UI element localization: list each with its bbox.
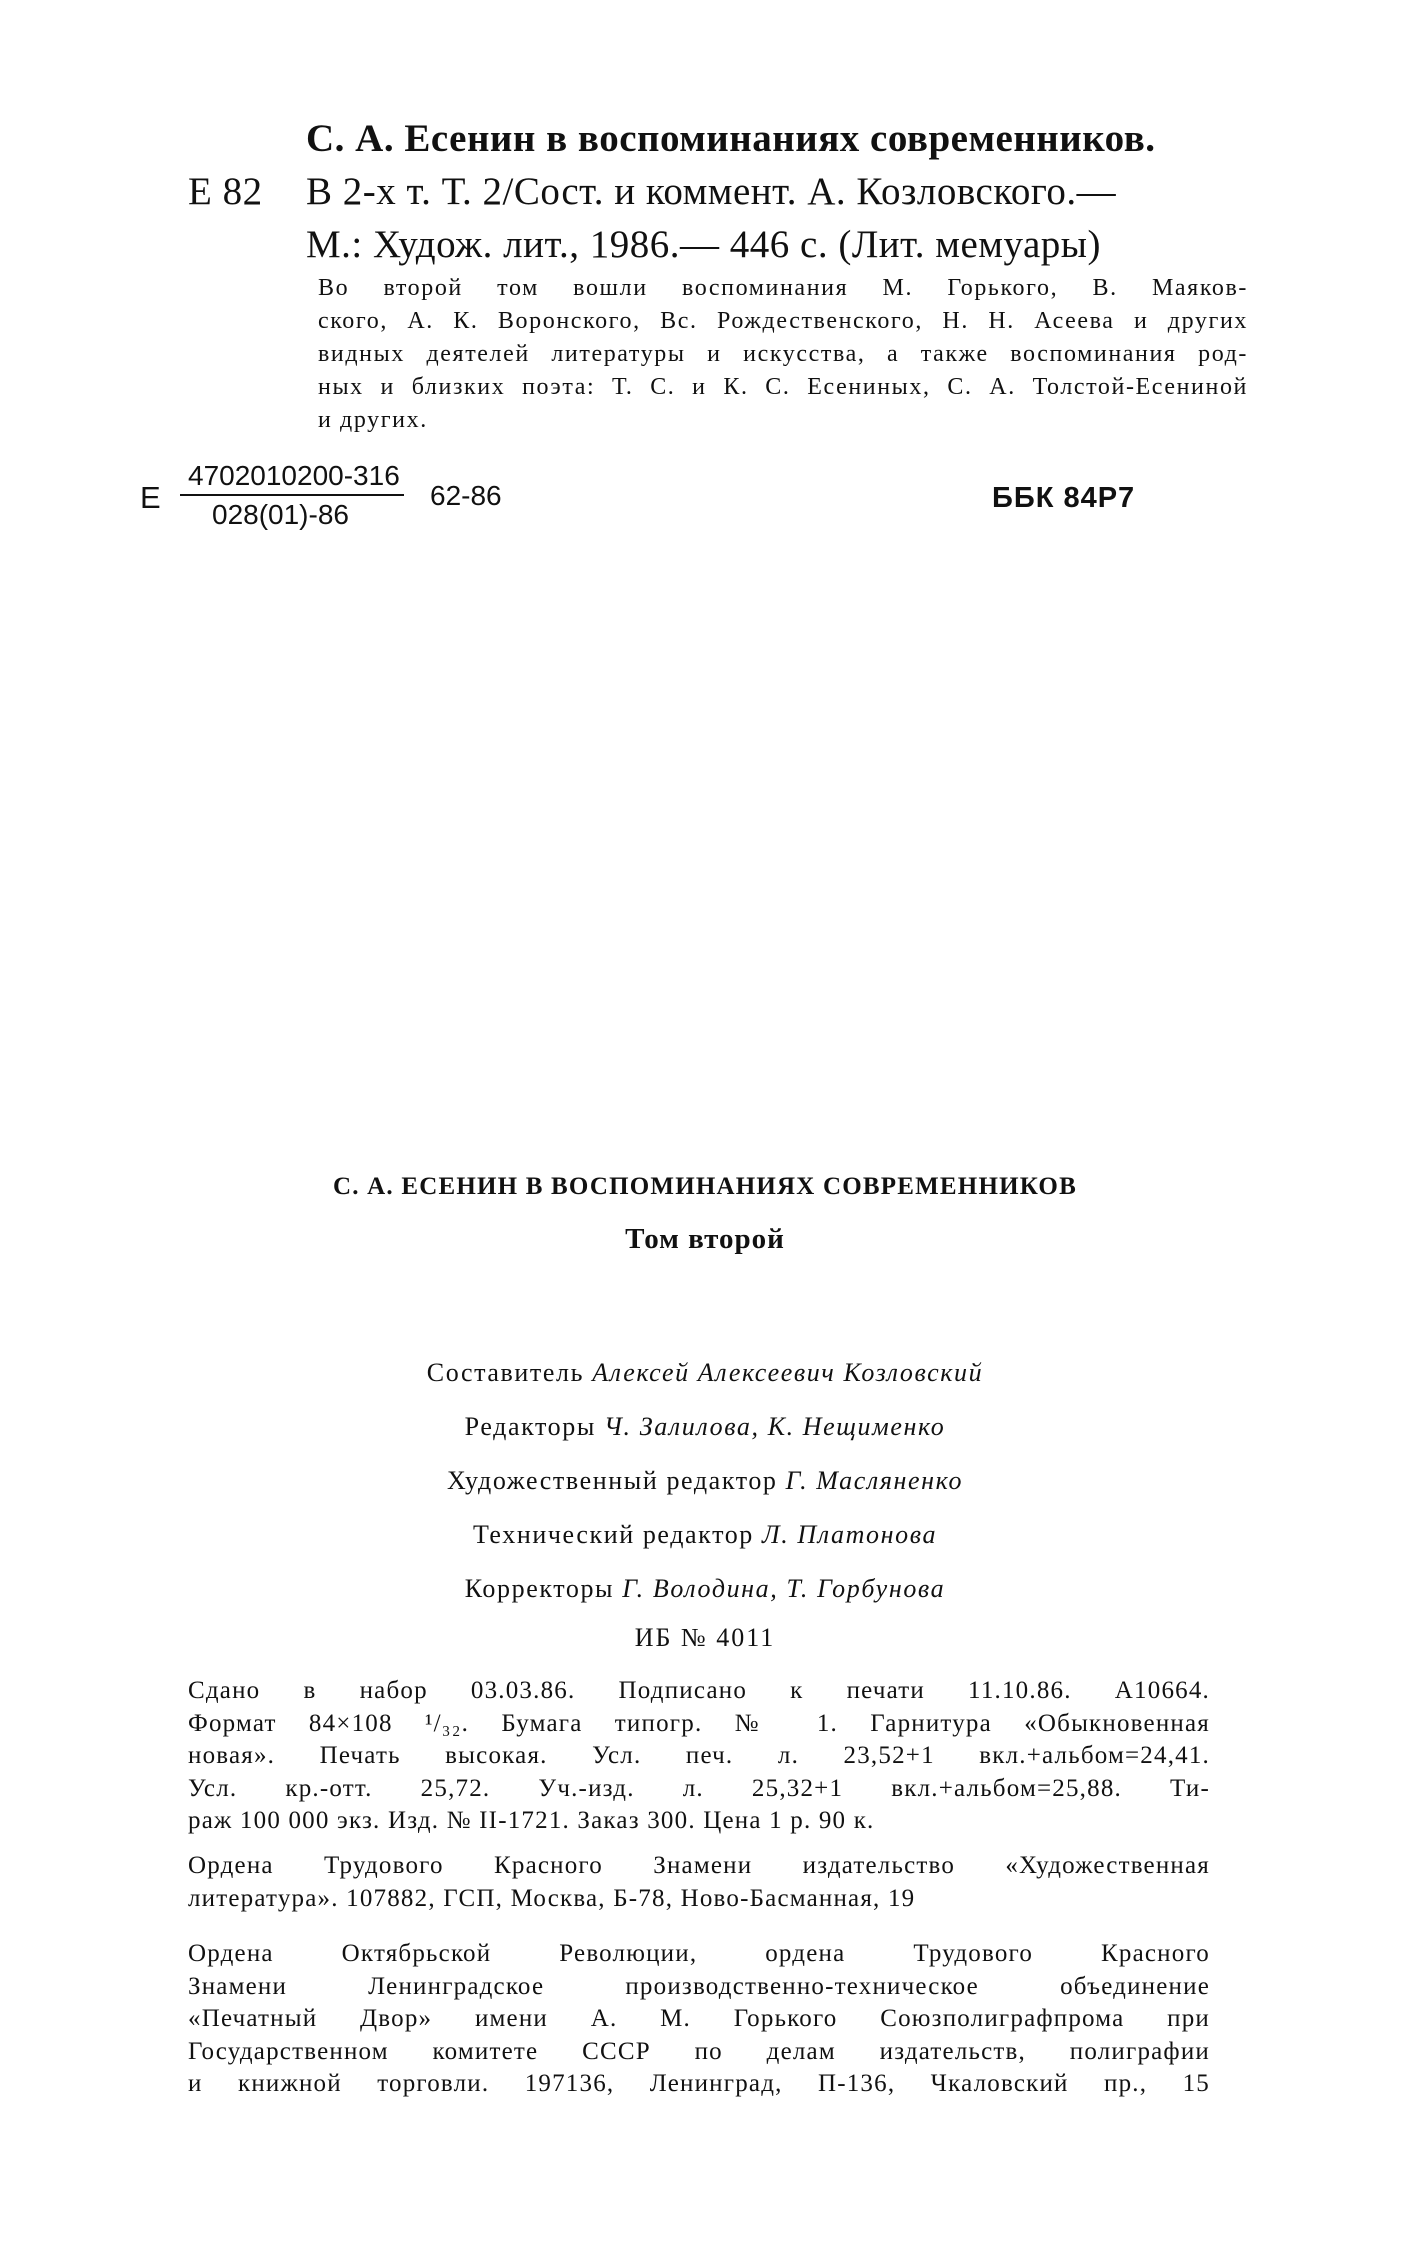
bib-volume-line: [188, 165, 1258, 218]
printer-line: Знамени Ленинградское производственно-техническое объединение: [188, 1972, 1210, 2000]
imprint-line: Усл. кр.-отт. 25,72. Уч.-изд. л. 25,32+1 вкл.+альбом=25,88. Ти-: [188, 1774, 1210, 1802]
art-editor-label: Художественный редактор: [446, 1466, 778, 1495]
art-editor-name: Г. Масляненко: [785, 1466, 964, 1495]
bib-title-line: С. А. Есенин в воспоминаниях современников.: [306, 117, 1156, 160]
editors-credit: [0, 1400, 1410, 1454]
printer-line: «Печатный Двор» имени А. М. Горького Союзполиграфпрома при: [188, 2005, 1210, 2032]
index-numerator: 4702010200-316: [180, 458, 404, 496]
annotation: [318, 272, 1248, 437]
book-title: С. А. ЕСЕНИН В ВОСПОМИНАНИЯХ СОВРЕМЕННИКОВ: [333, 1173, 1077, 1200]
imprint-line: новая». Печать высокая. Усл. печ. л. 23,52+1 вкл.+альбом=24,41.: [188, 1742, 1210, 1769]
volume-title: Том второй: [625, 1223, 785, 1255]
publisher-info: [188, 1850, 1210, 1915]
proofreaders-label: Корректоры: [464, 1574, 615, 1603]
printer-line: Государственном комитете СССР по делам издательств, полиграфии: [188, 2037, 1210, 2065]
annotation-line: Во второй том вошли воспоминания М. Горького, В. Маяков-: [318, 275, 1248, 301]
imprint-line: раж 100 000 экз. Изд. № II-1721. Заказ 300. Цена 1 р. 90 к.: [188, 1807, 875, 1834]
classification-index: [140, 458, 1260, 548]
tech-editor-name: Л. Платонова: [762, 1520, 938, 1549]
printer-line: Ордена Октябрьской Революции, ордена Трудового Красного: [188, 1940, 1210, 1967]
bib-publisher-line: М.: Худож. лит., 1986.— 446 с. (Лит. мемуары): [306, 223, 1101, 266]
technical-imprint: [188, 1675, 1210, 1838]
bib-volume-text: В 2-х т. Т. 2/Сост. и коммент. А. Козловского.—: [306, 170, 1117, 213]
bibliographic-record: [188, 112, 1258, 271]
printer-info: [188, 1938, 1210, 2101]
index-denominator: 028(01)-86: [212, 499, 349, 530]
art-editor-credit: [0, 1454, 1410, 1508]
annotation-line: и других.: [318, 407, 428, 433]
tech-editor-credit: [0, 1508, 1410, 1562]
compiler-label: Составитель: [426, 1358, 585, 1387]
editor-name: Ч. Залилова,: [604, 1412, 760, 1441]
index-fraction: [180, 458, 404, 534]
ib-number: ИБ № 4011: [634, 1623, 776, 1652]
proofreader-name: Т. Горбунова: [786, 1574, 946, 1603]
printer-line: и книжной торговли. 197136, Ленинград, П-136, Чкаловский пр., 15: [188, 2070, 1210, 2097]
annotation-line: видных деятелей литературы и искусства, а также воспоминания род-: [318, 341, 1248, 367]
publisher-line: литература». 107882, ГСП, Москва, Б-78, Ново-Басманная, 19: [188, 1884, 916, 1912]
imprint-line: Формат 84×108 ¹/₃₂. Бумага типогр. № 1. Гарнитура «Обыкновенная: [188, 1709, 1210, 1737]
editors-label: Редакторы: [464, 1412, 596, 1441]
proofreaders-credit: [0, 1562, 1410, 1616]
annotation-line: ных и близких поэта: Т. С. и К. С. Есениных, С. А. Толстой-Есениной: [318, 374, 1248, 400]
credits: [0, 1346, 1410, 1658]
proofreader-name: Г. Володина,: [622, 1574, 779, 1603]
compiler-name: Алексей Алексеевич Козловский: [592, 1358, 984, 1387]
index-suffix: 62-86: [430, 480, 502, 511]
publisher-line: Ордена Трудового Красного Знамени издательство «Художественная: [188, 1852, 1210, 1879]
index-letter: Е: [140, 480, 161, 515]
annotation-line: ского, А. К. Воронского, Вс. Рождественского, Н. Н. Асеева и других: [318, 308, 1248, 334]
bbk-code: ББК 84Р7: [992, 482, 1136, 514]
tech-editor-label: Технический редактор: [472, 1520, 754, 1549]
imprint-line: Сдано в набор 03.03.86. Подписано к печати 11.10.86. А10664.: [188, 1677, 1210, 1704]
editor-name: К. Нещименко: [767, 1412, 946, 1441]
bib-author-code: Е 82: [188, 170, 263, 213]
compiler-credit: [0, 1346, 1410, 1400]
